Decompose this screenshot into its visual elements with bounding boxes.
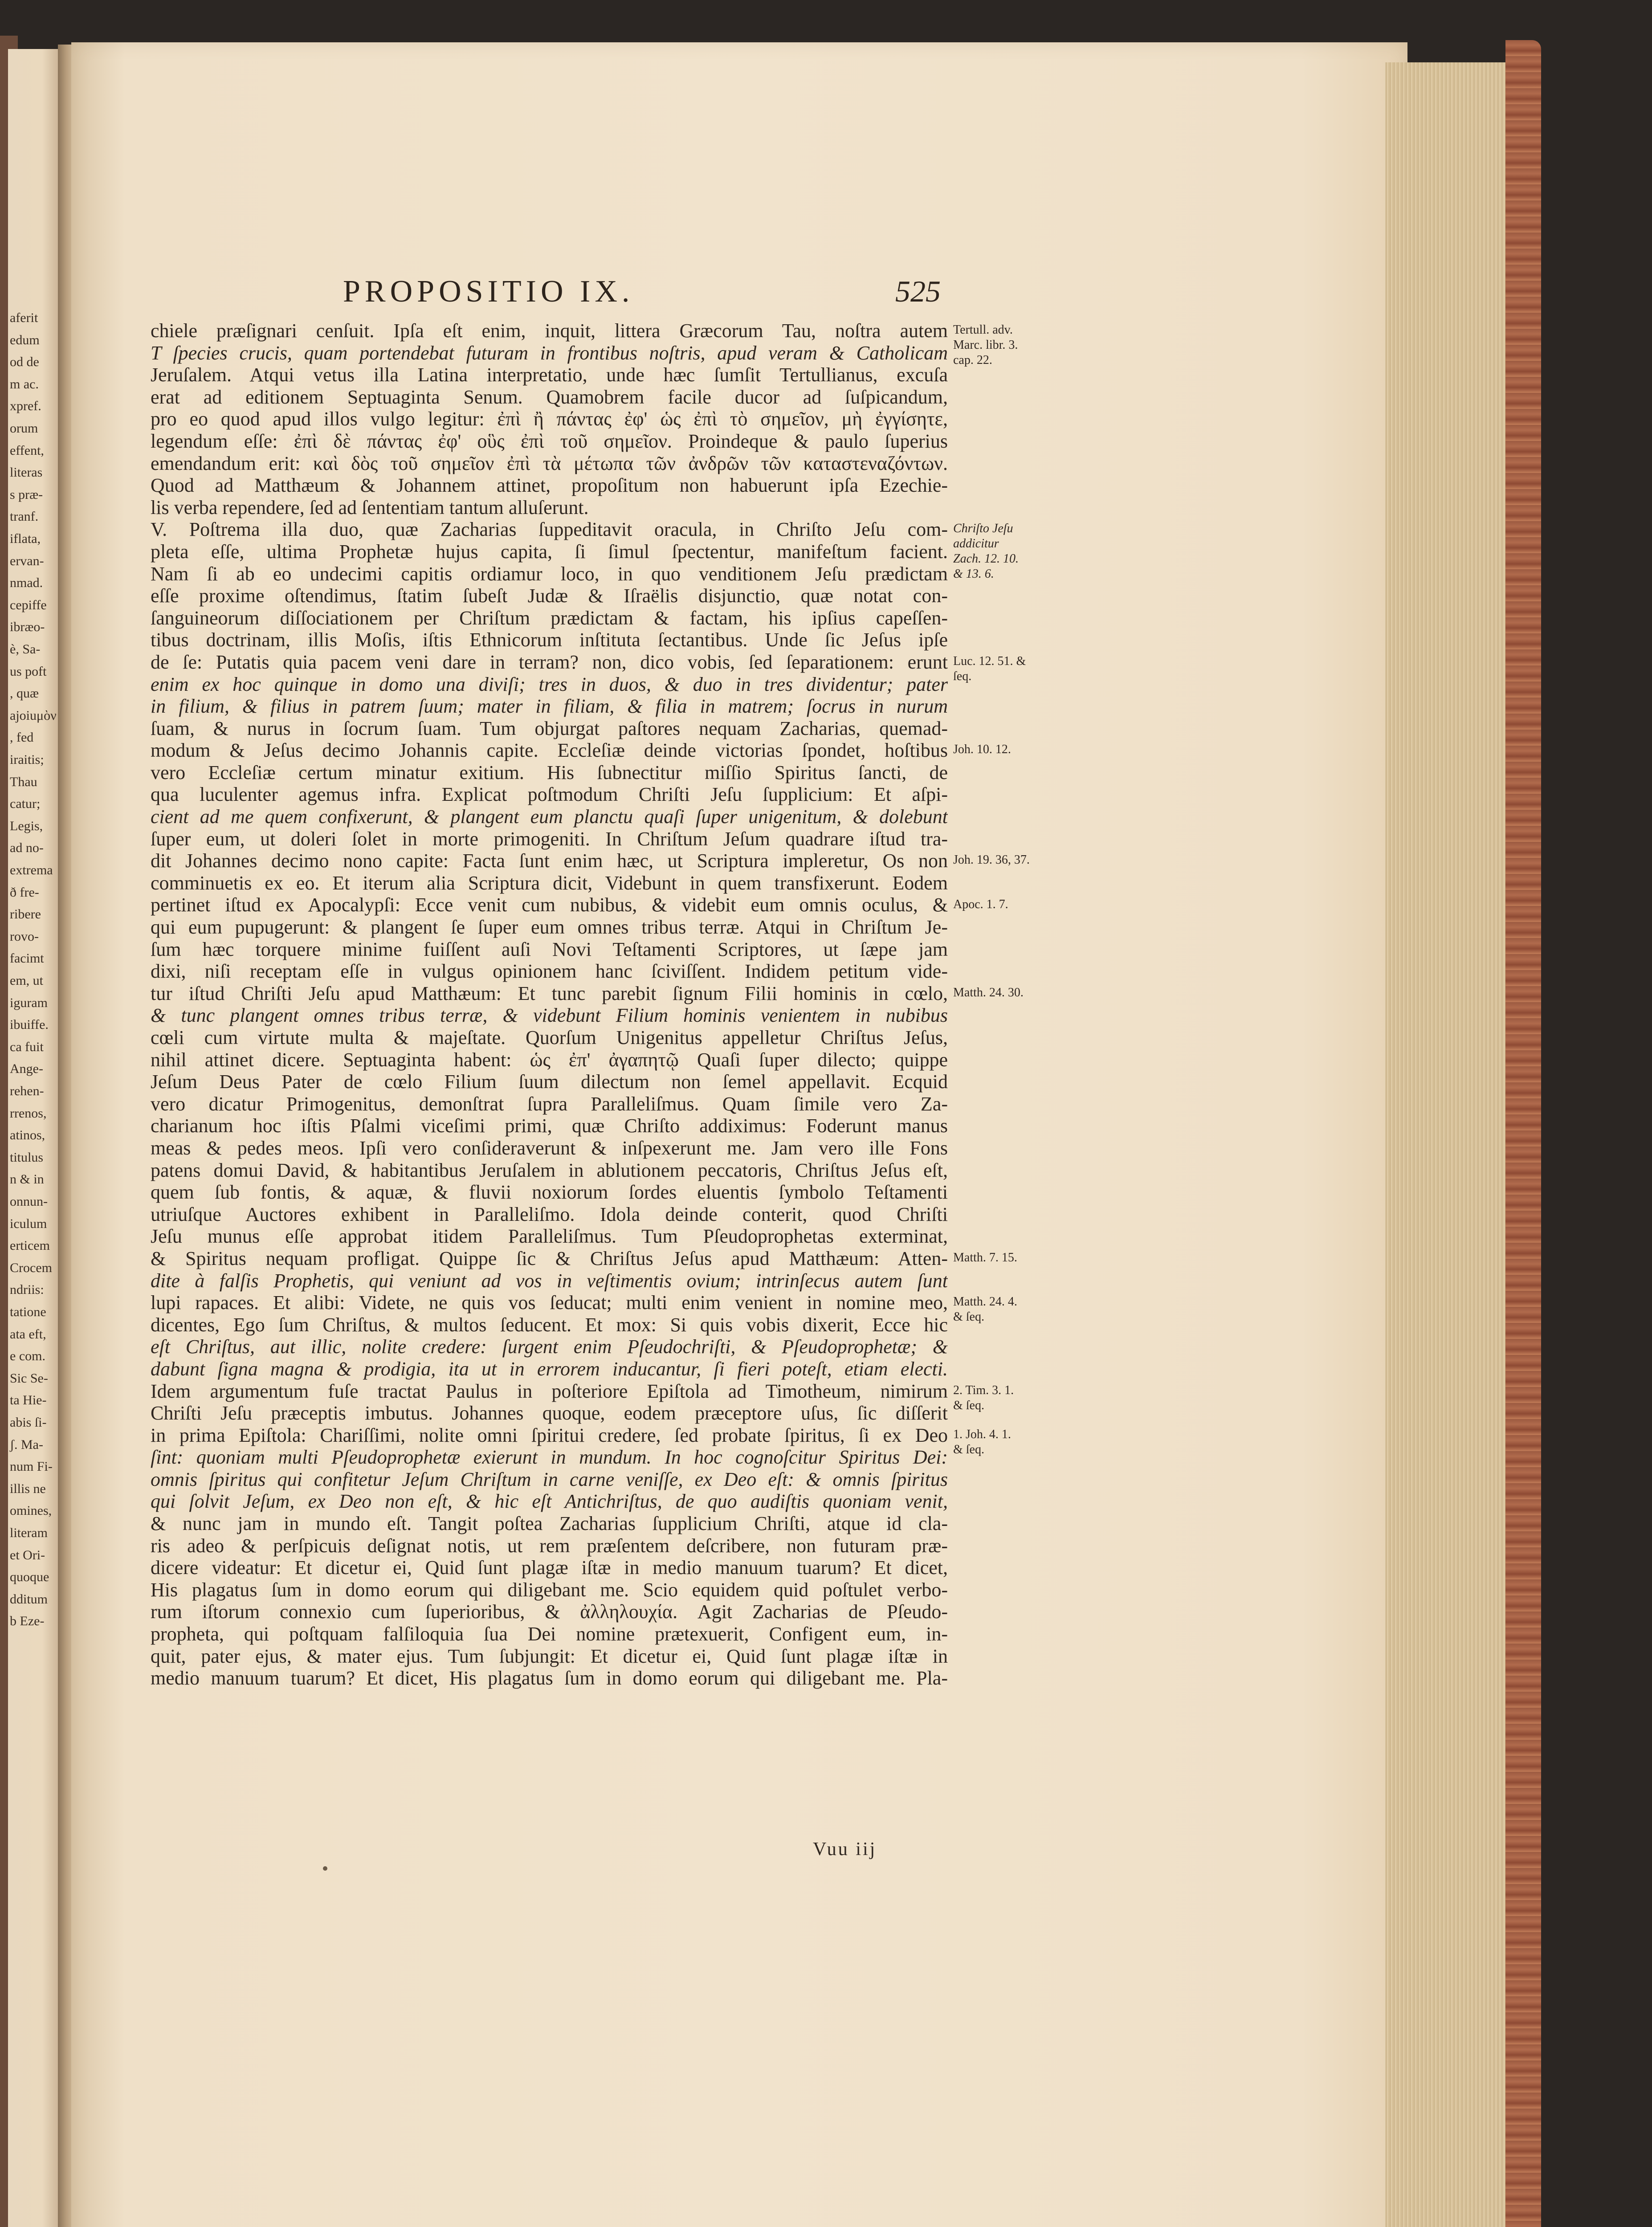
- text-line: Chriſti Jeſu præceptis imbutus. Johannes quoque, eodem præceptore uſus, ſic diſſerit: [151, 1402, 948, 1424]
- left-page-line: xpref.: [10, 399, 41, 414]
- text-line: lis verba rependere, ſed ad ſententiam tantum alluſerunt.: [151, 496, 589, 518]
- left-page-line: ibræo-: [10, 620, 45, 635]
- margin-note: Luc. 12. 51. &: [953, 654, 1026, 668]
- left-page-line: facimt: [10, 951, 44, 966]
- left-page-line: abis ſi-: [10, 1415, 47, 1430]
- left-page-line: erticem: [10, 1238, 50, 1253]
- left-page-line: rrenos,: [10, 1105, 47, 1121]
- margin-note: Matth. 24. 4.: [953, 1295, 1017, 1309]
- left-page-line: n & in: [10, 1172, 44, 1187]
- text-line: Jeruſalem. Atqui vetus illa Latina interpretatio, unde hæc ſumſit Tertullianus, excuſa: [151, 364, 948, 386]
- text-line: vero dicatur Primogenitus, demonſtrat ſupra Paralleliſmus. Quam ſimile vero Za-: [151, 1093, 948, 1115]
- left-page-fragment: [8, 49, 65, 2227]
- left-page-line: Sic Se-: [10, 1370, 48, 1386]
- text-line: cœli cum virtute multa & majeſtate. Quorſum Unigenitus appelletur Chriſtus Jeſus,: [151, 1027, 948, 1048]
- left-page-line: ibuiffe.: [10, 1017, 49, 1032]
- left-page-line: onnun-: [10, 1194, 48, 1209]
- left-page-line: iculum: [10, 1216, 47, 1231]
- text-line: propheta, qui poſtquam falſiloquia ſua Dei nomine prætexuerit, Configent eum, in-: [151, 1623, 948, 1645]
- left-page-line: us poft: [10, 664, 47, 679]
- text-line: tibus doctrinam, illis Moſis, iſtis Ethnicorum inſtituta ſectantibus. Unde ſic Jeſus ipſe: [151, 629, 948, 651]
- left-page-line: titulus: [10, 1150, 44, 1165]
- left-page-line: et Ori-: [10, 1547, 45, 1562]
- text-line: modum & Jeſus decimo Johannis capite. Eccleſiæ deinde victorias ſpondet, hoſtibus: [151, 739, 948, 762]
- left-page-line: Legis,: [10, 818, 43, 833]
- text-line: quit, pater ejus, & mater ejus. Tum ſubjungit: Et dicetur ei, Quid ſunt plagæ iſtæ in: [151, 1645, 948, 1667]
- left-page-line: ata eft,: [10, 1326, 46, 1342]
- text-line: in filium, & filius in patrem ſuum; mater in filiam, & filia in matrem; ſocrus in nurum: [151, 695, 948, 718]
- left-page-line: rehen-: [10, 1084, 44, 1098]
- text-line: vero Eccleſiæ certum minatur exitium. His ſubnectitur miſſio Spiritus ſancti, de: [151, 761, 948, 783]
- left-page-line: iraitis;: [10, 752, 44, 767]
- left-page-line: Thau: [10, 774, 37, 789]
- text-line: medio manuum tuarum? Et dicet, His plagatus ſum in domo eorum qui diligebant me. Pla-: [151, 1667, 948, 1689]
- margin-note: cap. 22.: [953, 353, 992, 367]
- text-line: qui ſolvit Jeſum, ex Deo non eſt, & hic eſt Antichriſtus, de quo audiſtis quoniam venit,: [151, 1490, 948, 1513]
- text-line: Jeſum Deus Pater de cœlo Filium ſuum dilectum non ſemel appellavit. Ecquid: [151, 1071, 948, 1093]
- margin-note: Apoc. 1. 7.: [953, 897, 1008, 911]
- left-page-line: nmad.: [10, 575, 43, 591]
- signature-mark: Vuu iij: [813, 1839, 877, 1860]
- text-line: ſuam, & nurus in ſocrum ſuam. Tum objurgat paſtores nequam Zacharias, quemad-: [151, 717, 948, 739]
- text-line: erat ad editionem Septuaginta Senum. Quamobrem facile ducor ad ſuſpicandum,: [151, 386, 948, 408]
- text-line: Quod ad Matthæum & Johannem attinet, propoſitum non habuerunt ipſa Ezechie-: [151, 474, 948, 497]
- text-line: qua luculenter agemus infra. Explicat poſtmodum Chriſti Jeſu ſupplicium: Et aſpi-: [151, 783, 948, 806]
- text-line: utriuſque Auctores exhibent in Paralleliſmo. Idola deinde conterit, quod Chriſti: [151, 1203, 948, 1225]
- text-line: pleta eſſe, ultima Prophetæ hujus capita, ſi ſimul ſpectentur, manifeſtum facient.: [151, 540, 948, 563]
- left-page-line: quoque: [10, 1570, 49, 1585]
- margin-note: Joh. 10. 12.: [953, 742, 1011, 757]
- text-line: lupi rapaces. Et alibi: Videte, ne quis vos ſeducat; multi enim venient in nomine meo,: [151, 1292, 948, 1314]
- left-page-line: b Eze-: [10, 1614, 45, 1629]
- left-page-line: literas: [10, 465, 43, 480]
- left-page-line: literam: [10, 1525, 48, 1540]
- margin-note: & ſeq.: [953, 1443, 984, 1456]
- text-line: dicere videatur: Et dicetur ei, Quid ſunt plagæ iſtæ in medio manuum tuarum? Et dicet,: [151, 1557, 948, 1579]
- text-line: dit Johannes decimo nono capite: Facta ſunt enim hæc, ut Scriptura impleretur, Os non: [151, 850, 948, 872]
- text-line: de ſe: Putatis quia pacem veni dare in terram? non, dico vobis, ſed ſeparationem: erunt: [151, 651, 948, 673]
- left-page-line: , fed: [10, 730, 34, 745]
- margin-note: Marc. libr. 3.: [953, 338, 1018, 352]
- left-page-line: Crocem: [10, 1260, 52, 1275]
- margin-note: Matth. 7. 15.: [953, 1251, 1017, 1265]
- left-page-line: ad no-: [10, 840, 44, 856]
- text-line: chiele præſignari cenſuit. Ipſa eſt enim, inquit, littera Græcorum Tau, noſtra autem: [151, 320, 948, 342]
- margin-note: Joh. 19. 36, 37.: [953, 853, 1030, 867]
- text-line: eſt Chriſtus, aut illic, nolite credere: ſurgent enim Pſeudochriſti, & Pſeudoprophetæ; &: [151, 1336, 948, 1358]
- running-title: PROPOSITIO IX.: [343, 274, 634, 309]
- ink-speck: [323, 1866, 327, 1871]
- text-line: & Spiritus nequam profligat. Quippe ſic & Chriſtus Jeſus apud Matthæum: Atten-: [151, 1247, 948, 1269]
- left-page-line: em, ut: [10, 973, 43, 988]
- text-line: T ſpecies crucis, quam portendebat futuram in frontibus noſtris, apud veram & Catholicam: [151, 342, 948, 364]
- text-line: pro eo quod apud illos vulgo legitur: ἐπὶ ἢ πάντας ἐφ' ὡς ἐπὶ τὸ σημεῖον, μὴ ἐγγίσητε,: [151, 408, 948, 430]
- left-page-line: illis ne: [10, 1481, 46, 1496]
- left-page-line: , quæ: [10, 686, 39, 701]
- text-line: Idem argumentum fuſe tractat Paulus in poſteriore Epiſtola ad Timotheum, nimirum: [151, 1380, 948, 1402]
- left-page-line: catur;: [10, 796, 41, 812]
- left-page-line: omines,: [10, 1503, 52, 1518]
- text-line: tur iſtud Chriſti Jeſu apud Matthæum: Et tunc parebit ſignum Filii hominis in cœlo,: [151, 982, 948, 1004]
- text-line: comminuetis ex eo. Et iterum alia Scriptura dicit, Videbunt in quem transfixerunt. Eodem: [151, 872, 948, 894]
- left-page-line: atinos,: [10, 1128, 45, 1143]
- text-line: ſanguineorum diſſociationem per Chriſtum prædictam & factam, his ipſius capeſſen-: [151, 607, 948, 629]
- text-line: patens domui David, & habitantibus Jeruſalem in ablutionem peccatoris, Chriſtus Jeſus eſt,: [151, 1159, 948, 1181]
- left-page-line: num Fi-: [10, 1459, 53, 1474]
- left-page-line: ʃ. Ma-: [10, 1437, 43, 1452]
- margin-note: 2. Tim. 3. 1.: [953, 1383, 1014, 1397]
- text-line: legendum eſſe: ἐπὶ δὲ πάντας ἐφ' οὓς ἐπὶ τοῦ σημεῖον. Proindeque & paulo ſuperius: [151, 430, 948, 452]
- text-line: rum iſtorum connexio cum ſuperioribus, & ἀλληλουχία. Agit Zacharias de Pſeudo-: [151, 1601, 948, 1623]
- left-page-line: ervan-: [10, 553, 44, 568]
- margin-note: addicitur: [953, 537, 999, 551]
- left-page-line: effent,: [10, 443, 44, 458]
- text-line: Nam ſi ab eo undecimi capitis ordiamur loco, in quo venditionem Jeſu prædictam: [151, 563, 948, 585]
- page-edges: [1385, 62, 1523, 2227]
- marbled-board-edge: [1505, 40, 1541, 2227]
- margin-note: Tertull. adv.: [953, 323, 1013, 337]
- margin-note: & 13. 6.: [953, 567, 994, 581]
- text-line: & nunc jam in mundo eſt. Tangit poſtea Zacharias ſupplicium Chriſti, atque id cla-: [151, 1513, 948, 1535]
- margin-note: Zach. 12. 10.: [953, 552, 1019, 566]
- text-line: qui eum pupugerunt: & plangent ſe ſuper eum omnes tribus terræ. Atqui in Chriſtum Je-: [151, 916, 948, 938]
- text-line: ſuper eum, ut doleri ſolet in morte primogeniti. In Chriſtum Jeſum quadrare iſtud tra-: [151, 828, 948, 850]
- text-line: dabunt ſigna magna & prodigia, ita ut in errorem inducantur, ſi fieri poteſt, etiam electi.: [151, 1358, 948, 1380]
- text-line: dicentes, Ego ſum Chriſtus, & multos ſeducent. Et mox: Si quis vobis dixerit, Ecce hic: [151, 1313, 948, 1336]
- text-line: dite à falſis Prophetis, qui veniunt ad vos in veſtimentis ovium; intrinſecus autem ſunt: [151, 1269, 948, 1292]
- text-line: emendandum erit: καὶ δὸς τοῦ σημεῖον ἐπὶ τὰ μέτωπα τῶν ἀνδρῶν τῶν καταστεναζόντων.: [151, 452, 948, 474]
- left-page-line: dditum: [10, 1591, 48, 1607]
- text-line: Jeſu munus eſſe approbat itidem Paralleliſmus. Tum Pſeudoprophetas exterminat,: [151, 1225, 948, 1248]
- left-page-line: s præ-: [10, 487, 43, 502]
- body-text: [151, 320, 948, 1689]
- margin-note: & ſeq.: [953, 1398, 984, 1412]
- left-page-line: e com.: [10, 1349, 45, 1364]
- text-line: ris adeo & perſpicuis deſignat notis, ut rem præſentem deſcribere, non futuram præ-: [151, 1534, 948, 1557]
- text-line: charianum hoc iſtis Pſalmi viceſimi primi, quæ Chriſto addiximus: Foderunt manus: [151, 1115, 948, 1137]
- left-page-line: ca fuit: [10, 1039, 44, 1054]
- running-head: [343, 274, 967, 318]
- text-line: in prima Epiſtola: Chariſſimi, nolite omni ſpiritui credere, ſed probate ſpiritus, ſi ex Deo: [151, 1424, 948, 1446]
- margin-note: Chriſto Jeſu: [953, 522, 1013, 536]
- left-page-line: od de: [10, 355, 39, 370]
- left-page-line: è, Sa-: [10, 642, 41, 657]
- text-line: eſſe proxime oſtendimus, ſtatim ſubeſt Judæ & Iſraëlis disjunctio, quæ notat con-: [151, 585, 948, 607]
- text-line: omnis ſpiritus qui confitetur Jeſum Chriſtum in carne veniſſe, ex Deo eſt: & omnis ſpiritus: [151, 1468, 948, 1490]
- left-page-line: tranf.: [10, 509, 39, 524]
- margin-note: ſeq.: [953, 669, 972, 683]
- left-page-line: ta Hie-: [10, 1393, 47, 1408]
- margin-note: 1. Joh. 4. 1.: [953, 1428, 1011, 1441]
- text-line: His plagatus ſum in domo eorum qui diligebant me. Scio equidem quid poſtulet verbo-: [151, 1578, 948, 1601]
- left-page-line: orum: [10, 421, 38, 436]
- text-line: V. Poſtrema illa duo, quæ Zacharias ſuppeditavit oracula, in Chriſto Jeſu com-: [151, 518, 948, 541]
- left-page-line: iflata,: [10, 531, 41, 546]
- text-line: quem ſub fontis, & aquæ, & fluvii noxiorum ſordes eluentis ſymbolo Teſtamenti: [151, 1181, 948, 1203]
- text-line: ſum hæc torquere minime fuiſſent auſi Novi Teſtamenti Scriptores, ut ſæpe jam: [151, 938, 948, 960]
- left-page-line: extrema: [10, 863, 53, 877]
- left-page-line: ndriis:: [10, 1282, 44, 1297]
- text-line: ſint: quoniam multi Pſeudoprophetæ exierunt in mundum. In hoc cognoſcitur Spiritus Dei:: [151, 1446, 948, 1468]
- left-page-line: tatione: [10, 1305, 46, 1319]
- left-page-line: Ange-: [10, 1061, 43, 1077]
- left-page-line: edum: [10, 332, 40, 347]
- text-line: cient ad me quem confixerunt, & plangent eum planctu quaſi ſuper unigenitum, & dolebunt: [151, 806, 948, 828]
- text-line: enim ex hoc quinque in domo una diviſi; tres in duos, & duo in tres dividentur; pater: [151, 673, 948, 695]
- margin-note: Matth. 24. 30.: [953, 986, 1024, 999]
- left-page-line: ribere: [10, 907, 41, 922]
- text-line: & tunc plangent omnes tribus terræ, & videbunt Filium hominis venientem in nubibus: [151, 1004, 948, 1027]
- left-page-line: m ac.: [10, 376, 39, 392]
- left-page-line: aferit: [10, 310, 38, 325]
- left-page-line: cepiffe: [10, 597, 47, 612]
- text-line: pertinet iſtud ex Apocalypſi: Ecce venit cum nubibus, & videbit eum omnis oculus, &: [151, 894, 948, 916]
- left-page-line: iguram: [10, 995, 48, 1010]
- text-line: dixi, niſi receptam eſſe in vulgus opinionem hanc ſciviſſent. Indidem petitum vide-: [151, 960, 948, 983]
- left-page-line: ajoiuμὸν: [10, 708, 57, 723]
- text-line: nihil attinet dicere. Septuaginta habent: ὡς ἐπ' ἀγαπητῷ Quaſi ſuper dilecto; quippe: [151, 1048, 948, 1071]
- margin-note: & ſeq.: [953, 1310, 984, 1324]
- left-page-line: ð fre-: [10, 885, 39, 900]
- left-page-line: rovo-: [10, 929, 39, 944]
- text-line: meas & pedes meos. Ipſi vero conſideraverunt & inſpexerunt me. Jam vero ille Fons: [151, 1137, 948, 1159]
- page-number: 525: [895, 274, 941, 308]
